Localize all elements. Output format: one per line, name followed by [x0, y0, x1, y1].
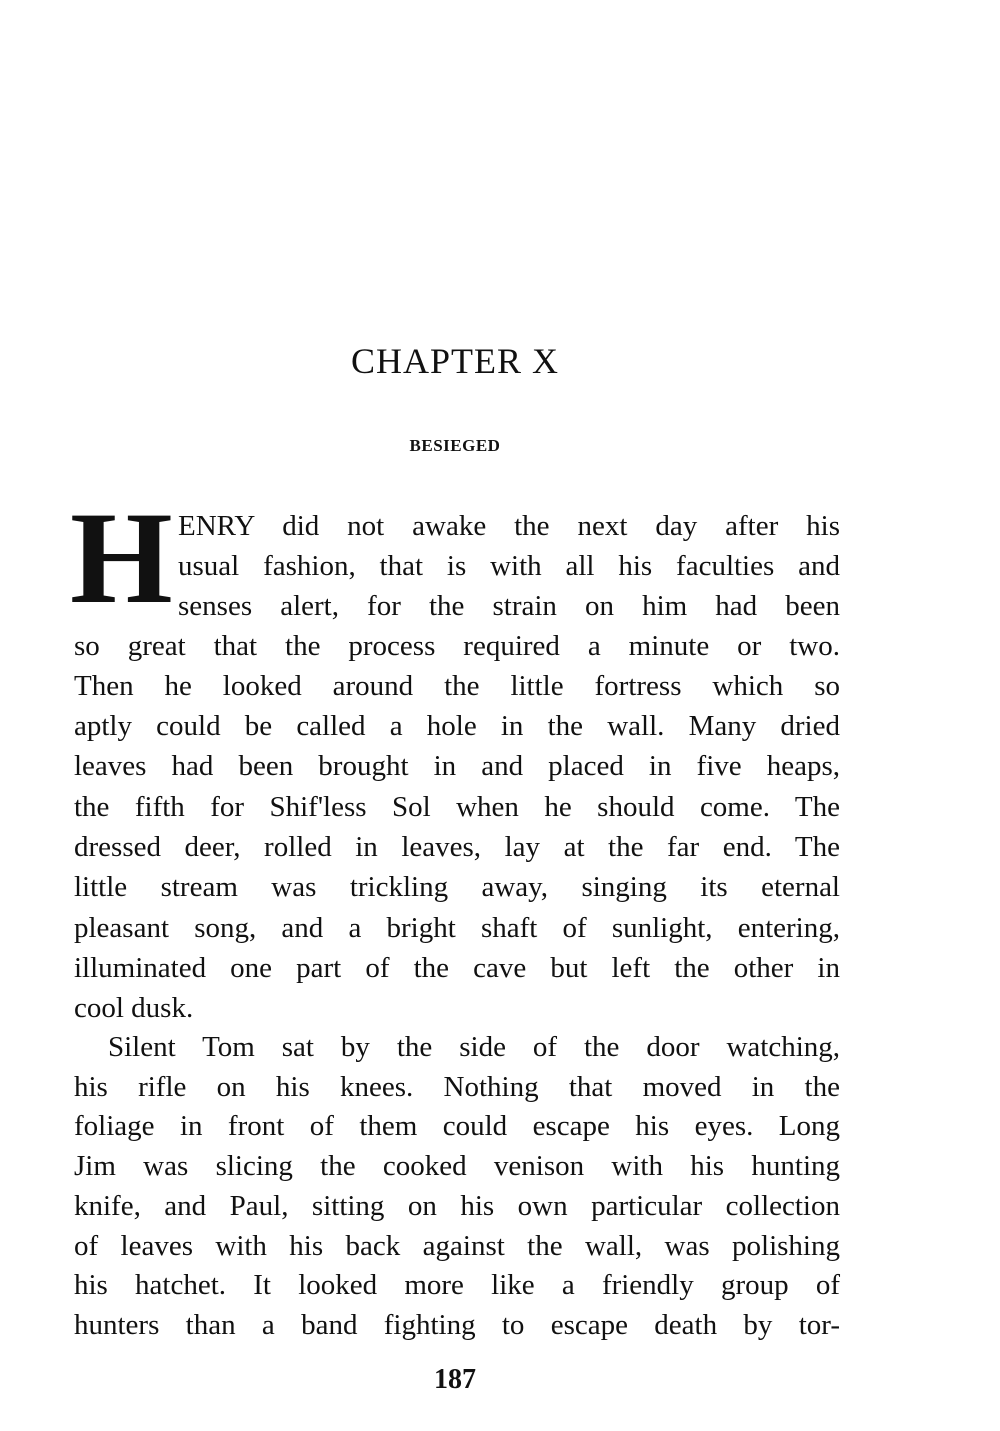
text-line: pleasant song, and a bright shaft of sunlight, entering, — [74, 912, 840, 944]
text-line: hunters than a band fighting to escape death by tor- — [74, 1309, 840, 1341]
text-line: Then he looked around the little fortress which so — [74, 670, 840, 702]
text-line: usual fashion, that is with all his faculties and — [178, 550, 840, 582]
text-line: Jim was slicing the cooked venison with his hunting — [74, 1150, 840, 1182]
text-line: his rifle on his knees. Nothing that moved in the — [74, 1071, 840, 1103]
text-line: knife, and Paul, sitting on his own particular collection — [74, 1190, 840, 1222]
chapter-title: CHAPTER X — [350, 341, 560, 381]
text-line: ENRY did not awake the next day after his — [178, 510, 840, 542]
text-line: little stream was trickling away, singing its eternal — [74, 871, 840, 903]
text-line: Silent Tom sat by the side of the door watching, — [108, 1031, 840, 1063]
text-line: the fifth for Shif'less Sol when he should come. The — [74, 791, 840, 823]
drop-cap: H — [70, 484, 173, 631]
text-line: senses alert, for the strain on him had been — [178, 590, 840, 622]
chapter-subtitle: BESIEGED — [409, 436, 501, 455]
text-line: of leaves with his back against the wall, was polishing — [74, 1230, 840, 1262]
text-line: leaves had been brought in and placed in five heaps, — [74, 750, 840, 782]
text-line: aptly could be called a hole in the wall. Many dried — [74, 710, 840, 742]
text-line: his hatchet. It looked more like a friendly group of — [74, 1269, 840, 1301]
text-line: dressed deer, rolled in leaves, lay at the far end. The — [74, 831, 840, 863]
text-line: foliage in front of them could escape his eyes. Long — [74, 1110, 840, 1142]
text-line: cool dusk. — [74, 992, 194, 1024]
text-line: so great that the process required a minute or two. — [74, 630, 840, 662]
page-number: 187 — [434, 1364, 476, 1395]
text-line: illuminated one part of the cave but left the other in — [74, 952, 840, 984]
